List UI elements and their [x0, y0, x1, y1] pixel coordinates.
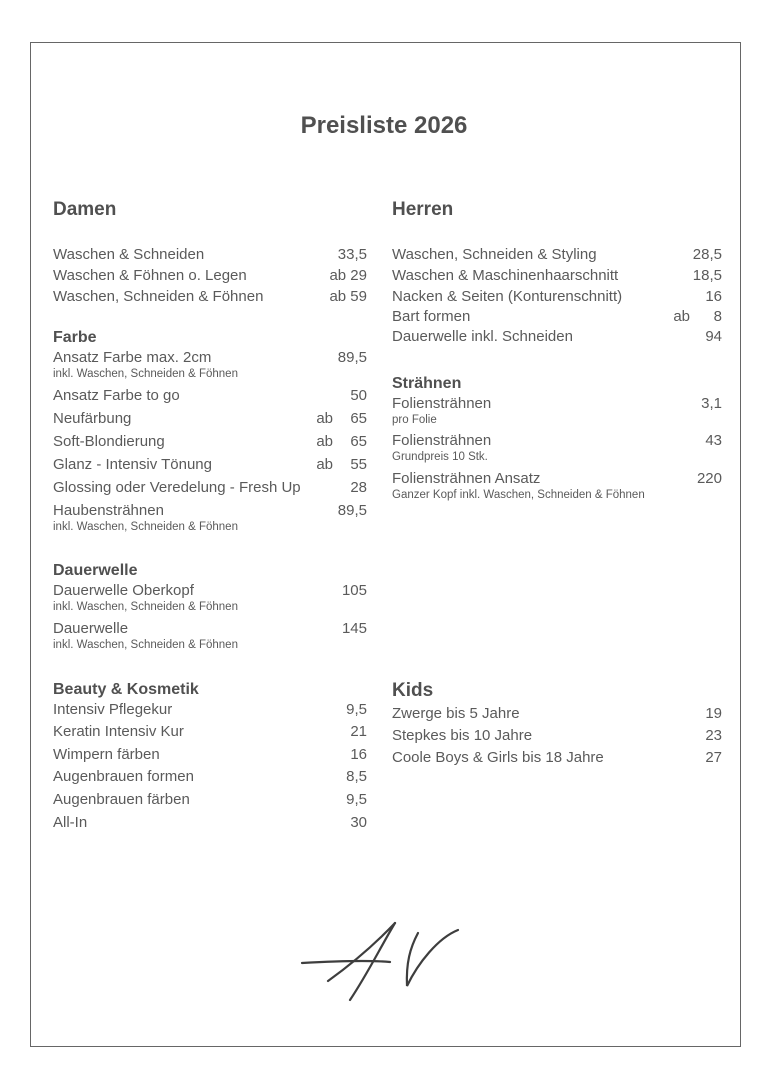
section-heading-kids: Kids [392, 680, 434, 701]
section-heading-damen: Damen [53, 199, 117, 220]
price-row: Keratin Intensiv Kur 21 [53, 723, 367, 740]
price-row: Foliensträhnen 3,1 pro Folie [392, 395, 722, 426]
section-heading-herren: Herren [392, 199, 454, 220]
price-row: Waschen & Schneiden 33,5 [53, 246, 367, 263]
price-row: Bart formen ab 8 [392, 308, 722, 325]
price-row: Nacken & Seiten (Konturenschnitt) 16 [392, 288, 722, 305]
price-row: Wimpern färben 16 [53, 746, 367, 763]
price-row: Glanz - Intensiv Tönung ab 55 [53, 456, 367, 473]
price-note: inkl. Waschen, Schneiden & Föhnen [53, 368, 238, 380]
price-row: Coole Boys & Girls bis 18 Jahre 27 [392, 749, 722, 766]
price-row: Dauerwelle inkl. Schneiden 94 [392, 328, 722, 345]
price-note: inkl. Waschen, Schneiden & Föhnen [53, 521, 238, 533]
price-note: inkl. Waschen, Schneiden & Föhnen [53, 601, 238, 613]
price-row: Waschen & Föhnen o. Legen ab 29 [53, 267, 367, 284]
price-row: Waschen, Schneiden & Föhnen ab 59 [53, 288, 367, 305]
price-row: Ansatz Farbe max. 2cm 89,5 inkl. Waschen, Schneiden & Föhnen [53, 349, 367, 380]
price-note: inkl. Waschen, Schneiden & Föhnen [53, 639, 238, 651]
page-title: Preisliste 2026 [300, 112, 468, 139]
price-row: Zwerge bis 5 Jahre 19 [392, 705, 722, 722]
price-row: Intensiv Pflegekur 9,5 [53, 701, 367, 718]
price-row: Waschen, Schneiden & Styling 28,5 [392, 246, 722, 263]
price-row: Augenbrauen formen 8,5 [53, 768, 367, 785]
price-note: Grundpreis 10 Stk. [392, 451, 488, 463]
price-row: Dauerwelle Oberkopf 105 inkl. Waschen, Schneiden & Föhnen [53, 582, 367, 613]
price-row: Soft-Blondierung ab 65 [53, 433, 367, 450]
price-row: Haubensträhnen 89,5 inkl. Waschen, Schneiden & Föhnen [53, 502, 367, 533]
price-note: pro Folie [392, 414, 437, 426]
price-row: Neufärbung ab 65 [53, 410, 367, 427]
price-row: Augenbrauen färben 9,5 [53, 791, 367, 808]
price-row: Stepkes bis 10 Jahre 23 [392, 727, 722, 744]
category-heading-farbe: Farbe [53, 329, 97, 346]
price-row: Dauerwelle 145 inkl. Waschen, Schneiden & Föhnen [53, 620, 367, 651]
price-row: Foliensträhnen Ansatz 220 Ganzer Kopf inkl. Waschen, Schneiden & Föhnen [392, 470, 722, 501]
price-row: Foliensträhnen 43 Grundpreis 10 Stk. [392, 432, 722, 463]
category-heading-beauty: Beauty & Kosmetik [53, 681, 199, 698]
price-row: Waschen & Maschinenhaarschnitt 18,5 [392, 267, 722, 284]
signature-logo [298, 918, 463, 1008]
price-row: All-In 30 [53, 814, 367, 831]
category-heading-dauerwelle: Dauerwelle [53, 562, 138, 579]
price-note: Ganzer Kopf inkl. Waschen, Schneiden & Föhnen [392, 489, 645, 501]
price-row: Ansatz Farbe to go 50 [53, 387, 367, 404]
price-row: Glossing oder Veredelung - Fresh Up 28 [53, 479, 367, 496]
category-heading-straehnen: Strähnen [392, 375, 462, 392]
